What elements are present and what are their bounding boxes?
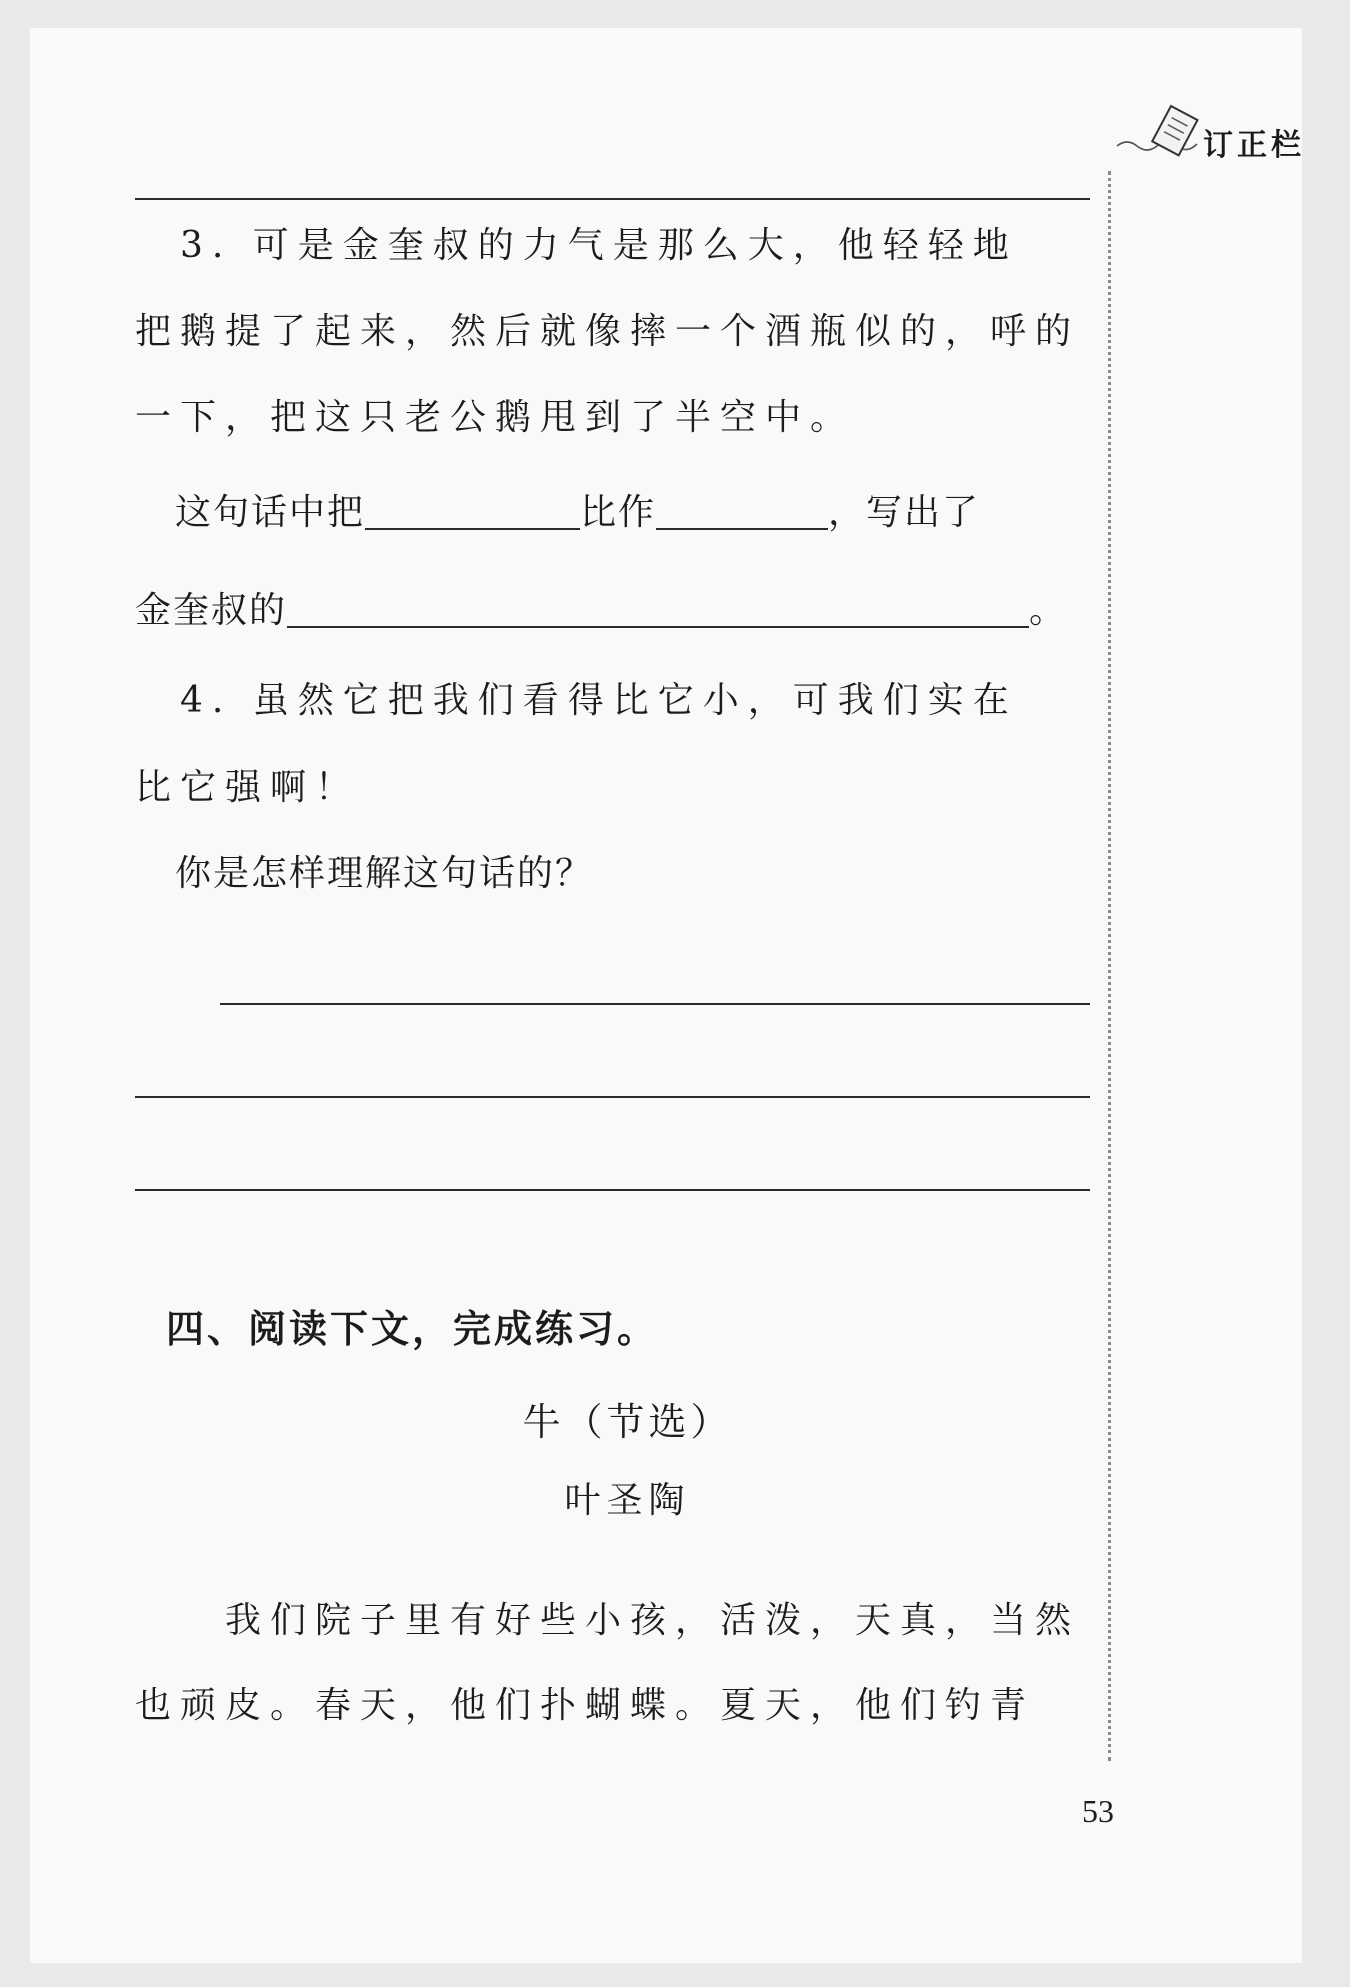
q3-fill-prompt — [175, 490, 980, 531]
correction-margin-divider — [1108, 171, 1111, 1761]
q3-text-line-1: 3. 可是金奎叔的力气是那么大，他轻轻地 — [180, 225, 1018, 266]
answer-line[interactable] — [135, 198, 1090, 200]
q4-text-line-2: 比它强啊！ — [135, 767, 361, 808]
q4-answer-line-2[interactable] — [135, 1096, 1090, 1098]
q3-fill-text-a: 这句话中把 — [175, 492, 366, 533]
passage-title: 牛（节选） — [522, 1400, 733, 1444]
q3-fill-text-c: ，写出了 — [828, 492, 981, 533]
correction-column-header — [1115, 100, 1335, 170]
passage-author: 叶圣陶 — [564, 1480, 691, 1521]
q3-fill-end: 。 — [1029, 590, 1068, 631]
passage-line-2: 也顽皮。春天，他们扑蝴蝶。夏天，他们钓青 — [135, 1685, 1036, 1726]
q4-question: 你是怎样理解这句话的？ — [175, 853, 594, 894]
q3-text-line-3: 一下，把这只老公鹅甩到了半空中。 — [135, 397, 856, 438]
q4-answer-line-3[interactable] — [135, 1189, 1090, 1191]
q3-fill-prompt-2 — [135, 588, 1067, 629]
q3-blank-compared-thing[interactable] — [365, 490, 580, 530]
correction-column-label: 订正栏 — [1203, 128, 1305, 163]
q3-text-line-2: 把鹅提了起来，然后就像摔一个酒瓶似的，呼的 — [135, 311, 1081, 352]
q3-blank-metaphor[interactable] — [656, 490, 828, 530]
q3-blank-quality[interactable] — [287, 588, 1029, 628]
q4-text-line-1: 4. 虽然它把我们看得比它小，可我们实在 — [180, 680, 1018, 721]
page-number: 53 — [1082, 1793, 1114, 1829]
workbook-page — [30, 28, 1305, 1963]
q3-fill-text-d: 金奎叔的 — [135, 590, 288, 631]
section-heading: 四、阅读下文，完成练习。 — [166, 1307, 659, 1351]
passage-line-1: 我们院子里有好些小孩，活泼，天真，当然 — [225, 1600, 1081, 1641]
q4-answer-line-1[interactable] — [220, 1003, 1090, 1005]
q3-fill-text-b: 比作 — [580, 492, 657, 533]
